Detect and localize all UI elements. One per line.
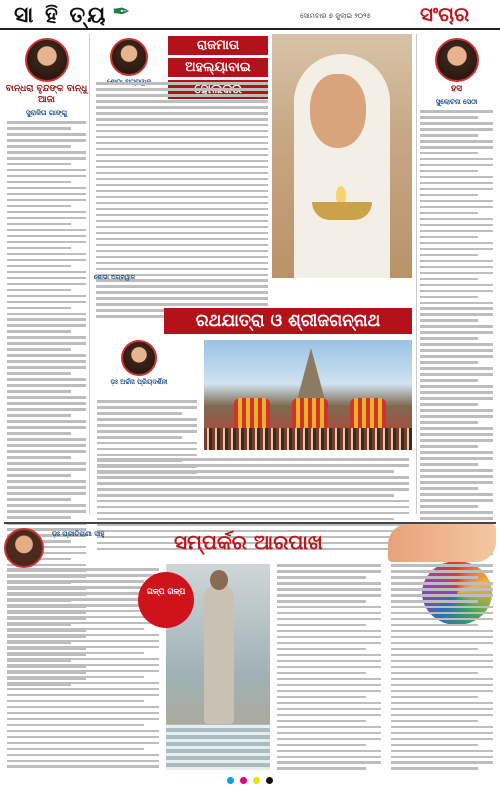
queen-portrait-image [272, 34, 412, 278]
right-column [416, 34, 496, 514]
right-column-text [417, 110, 496, 555]
date-line: ସୋମବାର ୭ ଜୁଲାଇ ୨୦୨୫ [300, 12, 371, 20]
main-story [94, 34, 412, 334]
headline-line-2: ଅହଲ୍ୟାବାଇ [168, 58, 268, 77]
right-column-title: ହସ [450, 84, 463, 94]
sampark-column-4 [388, 564, 496, 773]
black-mark [266, 777, 273, 784]
sampark-column-1 [4, 528, 162, 771]
yellow-mark [253, 777, 260, 784]
main-story-byline: ଶୋଭା ଅଗ୍ରୱାଳ [94, 274, 136, 281]
author-avatar [25, 38, 69, 82]
headline-line-1: ରାଜମାତା [168, 36, 268, 55]
cyan-mark [227, 777, 234, 784]
author-avatar [435, 38, 479, 82]
right-column-author: ସୁଲୋଚନା ସେଠୀ [435, 98, 478, 106]
hands-illustration [388, 524, 496, 562]
sampark-headline: ସମ୍ପର୍କର ଆରପାଖ [174, 530, 323, 554]
author-avatar [121, 340, 157, 376]
author-avatar [4, 528, 44, 568]
sampark-author: ଡ଼ଃ ପ୍ରୀତିରାଣୀ ସାହୁ [52, 530, 105, 538]
left-column [4, 34, 90, 514]
rath-yatra-image [204, 340, 412, 450]
sampark-column-3 [274, 564, 384, 773]
magenta-mark [240, 777, 247, 784]
section-title: ସା ହି ତ୍ୟ [14, 2, 108, 28]
quill-icon: ✒ [112, 0, 131, 25]
story-tag-badge: ଗଳ୍ପ ଗଳ୍ପ [138, 572, 194, 628]
paper-name: ସଂଚାର [420, 2, 470, 26]
main-story-text [94, 82, 270, 321]
author-avatar [110, 38, 148, 76]
rath-story-author: ଡ଼ଃ ଅର୍ଚ୍ଚନା ପ୍ରିୟଦର୍ଶିନୀ [110, 378, 168, 386]
left-column-title: ବାନ୍ଧରା ବୃନ୍ଦଙ୍କ ବାନ୍ଧୁ ଆଜା [5, 84, 88, 105]
left-column-author: ସୁରାଜିତା ଗାଙ୍ଗୁ [25, 109, 68, 117]
rath-story [94, 308, 412, 518]
rath-author-block [94, 336, 184, 387]
main-story-author-block [94, 34, 164, 87]
print-registration-marks [0, 774, 500, 787]
masthead [0, 0, 500, 30]
rath-headline: ରଥଯାତ୍ରା ଓ ଶ୍ରୀଜଗନ୍ନାଥ [164, 308, 412, 334]
sampark-story [4, 522, 496, 772]
